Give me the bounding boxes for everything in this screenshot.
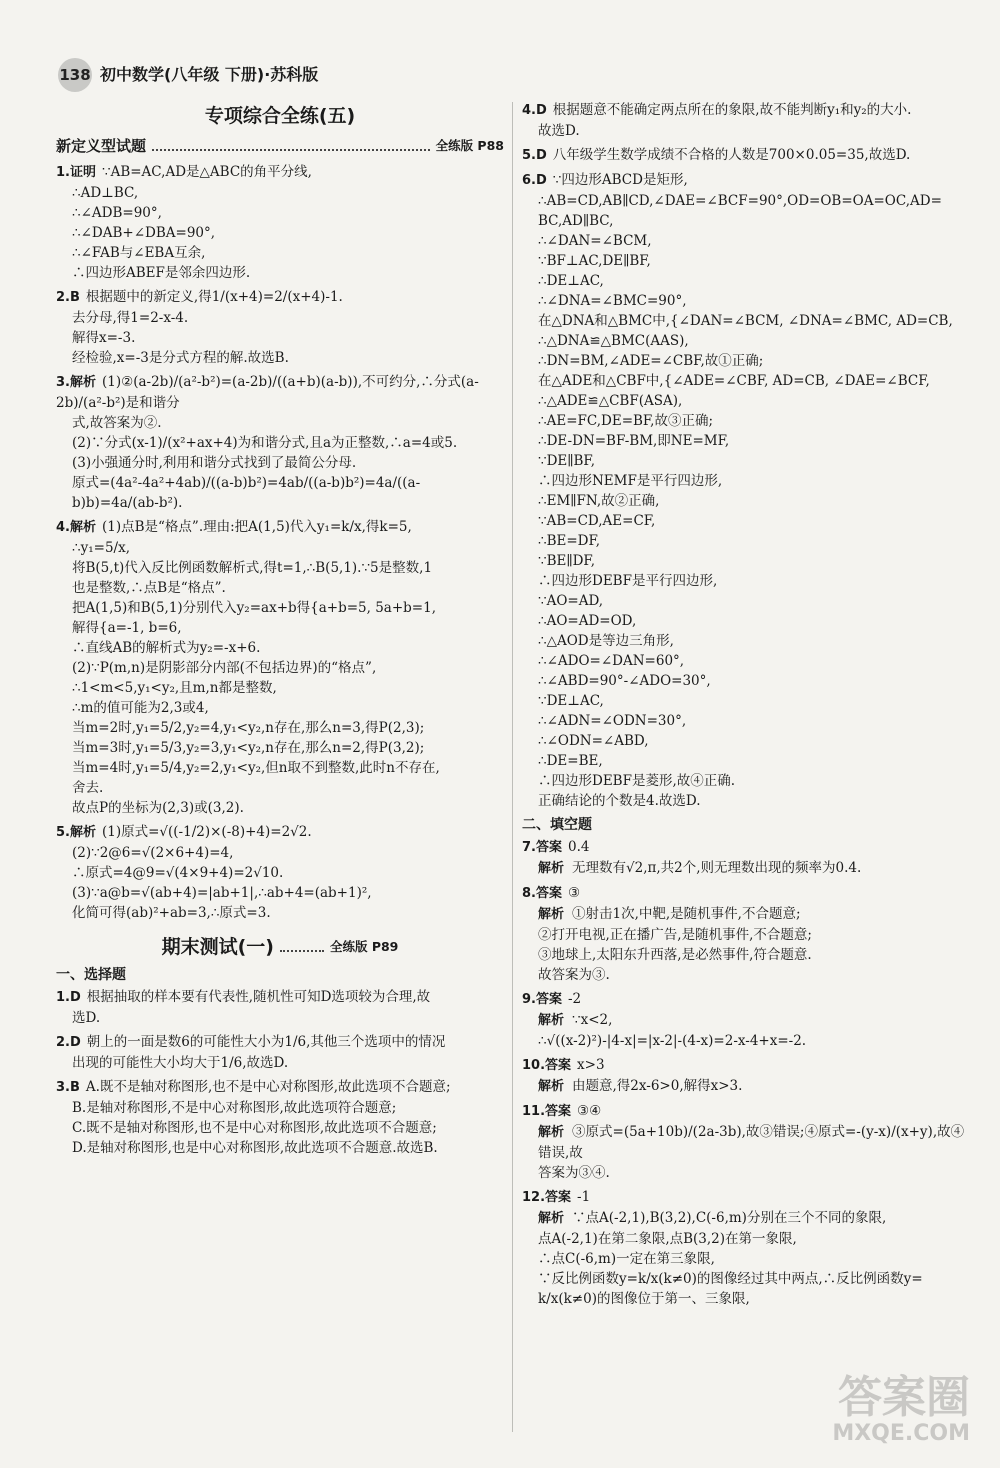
question-label: 2.B: [56, 290, 80, 305]
watermark-text: 答案圈: [838, 1372, 970, 1423]
answer-line: 解得x=-3.: [72, 330, 136, 346]
answer-line: ∴∠ADN=∠ODN=30°,: [538, 713, 687, 729]
analysis-line: ②打开电视,正在播广告,是随机事件,不合题意;: [538, 927, 812, 943]
question-item: [56, 987, 504, 1028]
question-label: 8.答案: [522, 886, 562, 901]
watermark-url: MXQE.COM: [832, 1421, 970, 1446]
answer-line: 4.D 根据题意不能确定两点所在的象限,故不能判断y₁和y₂的大小.: [522, 102, 912, 118]
answer-line: ∴△AOD是等边三角形,: [538, 633, 674, 649]
analysis-line: 解析 由题意,得2x-6>0,解得x>3.: [538, 1078, 743, 1094]
answer-line: ∴∠FAB与∠EBA互余,: [72, 245, 206, 261]
fill-item: [522, 1187, 972, 1309]
analysis-label: 解析: [538, 1125, 565, 1140]
answer-line: 故选D.: [538, 123, 580, 139]
answer-row: [522, 1101, 972, 1122]
question-label: 1.证明: [56, 165, 96, 180]
page-reference: 全练版 P89: [329, 939, 399, 954]
answer-line: ∵BE∥DF,: [538, 553, 595, 569]
answer-line: 4.解析 (1)点B是“格点”.理由:把A(1,5)代入y₁=k/x,得k=5,: [56, 519, 412, 535]
answer-line: ∴y₁=5/x,: [72, 540, 130, 556]
answer-line: 3.解析 (1)②(a-2b)/(a²-b²)=(a-2b)/((a+b)(a-b)),不可约分,∴分式(a-2b)/(a²-b²)是和谐分: [56, 374, 479, 411]
part-title: 二、填空题: [522, 817, 592, 833]
answer-line: ∴四边形NEMF是平行四边形,: [538, 473, 723, 489]
answer-line: ∴EM∥FN,故②正确,: [538, 493, 660, 509]
column-divider: [512, 102, 513, 1432]
answer-line: ∴DN=BM,∠ADE=∠CBF,故①正确;: [538, 353, 764, 369]
analysis-line: ∴点C(-6,m)一定在第三象限,: [538, 1251, 715, 1267]
question-item: [56, 162, 504, 283]
answer-line: ∴直线AB的解析式为y₂=-x+6.: [72, 640, 261, 656]
fill-item: [522, 1101, 972, 1183]
analysis-line: ③地球上,太阳东升西落,是必然事件,符合题意.: [538, 947, 812, 963]
answer-line: 1.D 根据抽取的样本要有代表性,随机性可知D选项较为合理,故: [56, 989, 431, 1005]
answer-row: [522, 1187, 972, 1208]
answer-line: 经检验,x=-3是分式方程的解.故选B.: [72, 350, 289, 366]
question-item: [56, 822, 504, 923]
analysis-line: 解析 无理数有√2,π,共2个,则无理数出现的频率为0.4.: [538, 860, 862, 876]
answer-value: ③: [567, 885, 581, 901]
answer-value: -2: [567, 991, 582, 1007]
page-number: 138: [58, 58, 92, 92]
answer-line: 舍去.: [72, 780, 104, 796]
answer-line: ∴∠ADB=90°,: [72, 205, 162, 221]
fill-item: [522, 837, 972, 879]
question-label: 1.D: [56, 990, 81, 1005]
answer-line: ∴DE=BE,: [538, 753, 603, 769]
question-label: 7.答案: [522, 840, 562, 855]
answer-line: (2)∵2@6=√(2×6+4)=4,: [72, 845, 234, 861]
question-item: [56, 1077, 504, 1158]
answer-line: 在△DNA和△BMC中,{∠DAN=∠BCM, ∠DNA=∠BMC, AD=CB,: [538, 313, 953, 329]
fill-item: [522, 1055, 972, 1097]
answer-line: (3)小强通分时,利用和谐分式找到了最简公分母.: [72, 455, 357, 471]
answer-line: ∴四边形ABEF是邻余四边形.: [72, 265, 251, 281]
answer-line: 1.证明 ∵AB=AC,AD是△ABC的角平分线,: [56, 164, 312, 180]
answer-line: 式,故答案为②.: [72, 415, 162, 431]
part-title: 一、选择题: [56, 967, 126, 983]
question-list: [522, 100, 972, 811]
analysis-line: k/x(k≠0)的图像位于第一、三象限,: [538, 1291, 750, 1307]
analysis-line: 答案为③④.: [538, 1165, 610, 1181]
answer-line: 5.解析 (1)原式=√((-1/2)×(-8)+4)=2√2.: [56, 824, 312, 840]
answer-line: ∴∠ADO=∠DAN=60°,: [538, 653, 685, 669]
test-title: 期末测试(一): [161, 936, 274, 958]
answer-row: [522, 1055, 972, 1076]
answer-line: ∴1<m<5,y₁<y₂,且m,n都是整数,: [72, 680, 277, 696]
watermark-logo: [832, 1374, 970, 1446]
analysis-label: 解析: [538, 907, 565, 922]
question-label: 12.答案: [522, 1190, 572, 1205]
answer-line: ∴四边形DEBF是菱形,故④正确.: [538, 773, 736, 789]
answer-line: ∴∠DAN=∠BCM,: [538, 233, 652, 249]
answer-line: D.是轴对称图形,也是中心对称图形,故此选项不合题意.故选B.: [72, 1140, 438, 1156]
answer-line: (2)∵分式(x-1)/(x²+ax+4)为和谐分式,且a为正整数,∴a=4或5.: [72, 435, 458, 451]
question-item: [522, 170, 972, 811]
answer-line: BC,AD∥BC,: [538, 213, 614, 229]
question-item: [56, 372, 504, 513]
answer-line: ∴AB=CD,AB∥CD,∠DAE=∠BCF=90°,OD=OB=OA=OC,AD=: [538, 193, 942, 209]
question-label: 10.答案: [522, 1058, 572, 1073]
test-header: [56, 937, 504, 957]
left-column: [56, 100, 504, 1162]
answer-line: B.是轴对称图形,不是中心对称图形,故此选项符合题意;: [72, 1100, 397, 1116]
analysis-label: 解析: [538, 1211, 565, 1226]
page-header: [58, 58, 318, 92]
analysis-line: 解析 ①射击1次,中靶,是随机事件,不合题意;: [538, 906, 801, 922]
answer-value: ③④: [577, 1103, 602, 1119]
answer-row: [522, 989, 972, 1010]
answer-line: 正确结论的个数是4.故选D.: [538, 793, 701, 809]
analysis-label: 解析: [538, 861, 565, 876]
analysis-line: ∵反比例函数y=k/x(k≠0)的图像经过其中两点,∴反比例函数y=: [538, 1271, 923, 1287]
page-reference: 全练版 P88: [435, 138, 504, 153]
subsection-title: 新定义型试题: [56, 137, 147, 155]
question-label: 2.D: [56, 1035, 81, 1050]
answer-line: 3.B A.既不是轴对称图形,也不是中心对称图形,故此选项不合题意;: [56, 1079, 451, 1095]
answer-line: ∴DE-DN=BF-BM,即NE=MF,: [538, 433, 730, 449]
question-item: [56, 287, 504, 368]
subsection-header: [56, 136, 504, 156]
answer-line: 解得{a=-1, b=6,: [72, 620, 182, 636]
leader-dots: [152, 149, 430, 151]
question-item: [56, 517, 504, 818]
answer-line: 把A(1,5)和B(5,1)分别代入y₂=ax+b得{a+b=5, 5a+b=1,: [72, 600, 436, 616]
answer-line: 6.D ∵四边形ABCD是矩形,: [522, 172, 688, 188]
answer-line: ∴△DNA≌△BMC(AAS),: [538, 333, 689, 349]
analysis-line: 点A(-2,1)在第二象限,点B(3,2)在第一象限,: [538, 1231, 797, 1247]
answer-line: ∴∠DAB+∠DBA=90°,: [72, 225, 216, 241]
answer-line: 5.D 八年级学生数学成绩不合格的人数是700×0.05=35,故选D.: [522, 147, 911, 163]
answer-line: ∴AO=AD=OD,: [538, 613, 637, 629]
fill-list: [522, 837, 972, 1309]
answer-line: 化简可得(ab)²+ab=3,∴原式=3.: [72, 905, 271, 921]
answer-line: ∵AO=AD,: [538, 593, 604, 609]
answer-line: ∴AE=FC,DE=BF,故③正确;: [538, 413, 714, 429]
answer-line: 当m=3时,y₁=5/3,y₂=3,y₁<y₂,n存在,那么n=2,得P(3,2);: [72, 740, 425, 756]
question-label: 5.D: [522, 148, 547, 163]
answer-line: ∴四边形DEBF是平行四边形,: [538, 573, 718, 589]
answer-line: 在△ADE和△CBF中,{∠ADE=∠CBF, AD=CB, ∠DAE=∠BCF,: [538, 373, 930, 389]
answer-row: [522, 837, 972, 858]
answer-line: ∴原式=4@9=√(4×9+4)=2√10.: [72, 865, 284, 881]
leader-dots: [280, 950, 324, 952]
answer-line: ∵DE⊥AC,: [538, 693, 604, 709]
answer-line: 原式=(4a²-4a²+4ab)/((a-b)b²)=4ab/((a-b)b²)=4a/((a-b)b)=4a/(ab-b²).: [72, 475, 421, 511]
book-title: 初中数学(八年级 下册)·苏科版: [100, 65, 319, 84]
analysis-line: ∴√((x-2)²)-|4-x|=|x-2|-(4-x)=2-x-4+x=-2.: [538, 1033, 807, 1049]
analysis-line: 解析 ∵点A(-2,1),B(3,2),C(-6,m)分别在三个不同的象限,: [538, 1210, 887, 1226]
answer-line: ∵BF⊥AC,DE∥BF,: [538, 253, 651, 269]
question-label: 9.答案: [522, 992, 562, 1007]
section-title: 专项综合全练(五): [204, 105, 356, 127]
question-item: [522, 145, 972, 166]
answer-line: 2.B 根据题中的新定义,得1/(x+4)=2/(x+4)-1.: [56, 289, 343, 305]
answer-line: 2.D 朝上的一面是数6的可能性大小为1/6,其他三个选项中的情况: [56, 1034, 446, 1050]
answer-line: ∴△ADE≌△CBF(ASA),: [538, 393, 683, 409]
answer-line: C.既不是轴对称图形,也不是中心对称图形,故此选项不合题意;: [72, 1120, 437, 1136]
fill-item: [522, 989, 972, 1051]
answer-line: ∴AD⊥BC,: [72, 185, 139, 201]
answer-line: ∴∠ABD=90°-∠ADO=30°,: [538, 673, 711, 689]
question-label: 3.解析: [56, 375, 96, 390]
analysis-line: 解析 ③原式=(5a+10b)/(2a-3b),故③错误;④原式=-(y-x)/(x+y),故④错误,故: [538, 1124, 965, 1161]
question-label: 5.解析: [56, 825, 96, 840]
fill-item: [522, 883, 972, 985]
question-item: [522, 100, 972, 141]
question-item: [56, 1032, 504, 1073]
analysis-label: 解析: [538, 1013, 565, 1028]
choice-list: [56, 987, 504, 1158]
answer-line: 当m=2时,y₁=5/2,y₂=4,y₁<y₂,n存在,那么n=3,得P(2,3);: [72, 720, 425, 736]
right-column: [522, 100, 972, 1313]
question-label: 4.D: [522, 103, 547, 118]
analysis-line: 解析 ∵x<2,: [538, 1012, 613, 1028]
answer-value: 0.4: [567, 839, 590, 855]
answer-line: (2)∵P(m,n)是阴影部分内部(不包括边界)的“格点”,: [72, 660, 377, 676]
answer-line: ∴∠DNA=∠BMC=90°,: [538, 293, 687, 309]
answer-line: ∴DE⊥AC,: [538, 273, 604, 289]
answer-line: ∴m的值可能为2,3或4,: [72, 700, 209, 716]
answer-line: 出现的可能性大小均大于1/6,故选D.: [72, 1055, 289, 1071]
answer-line: ∴∠ODN=∠ABD,: [538, 733, 649, 749]
analysis-label: 解析: [538, 1079, 565, 1094]
question-label: 11.答案: [522, 1104, 572, 1119]
answer-line: ∵DE∥BF,: [538, 453, 595, 469]
question-label: 4.解析: [56, 520, 96, 535]
answer-line: 去分母,得1=2-x-4.: [72, 310, 189, 326]
question-label: 6.D: [522, 173, 547, 188]
answer-line: 当m=4时,y₁=5/4,y₂=2,y₁<y₂,但n取不到整数,此时n不存在,: [72, 760, 440, 776]
answer-line: 将B(5,t)代入反比例函数解析式,得t=1,∴B(5,1).∵5是整数,1: [72, 560, 433, 576]
question-label: 3.B: [56, 1080, 80, 1095]
analysis-line: 故答案为③.: [538, 967, 610, 983]
answer-line: ∴BE=DF,: [538, 533, 601, 549]
answer-value: x>3: [577, 1057, 605, 1073]
question-list: [56, 162, 504, 923]
answer-line: 也是整数,∴点B是“格点”.: [72, 580, 226, 596]
answer-row: [522, 883, 972, 904]
answer-line: 故点P的坐标为(2,3)或(3,2).: [72, 800, 244, 816]
answer-line: ∵AB=CD,AE=CF,: [538, 513, 656, 529]
answer-line: 选D.: [72, 1010, 101, 1026]
answer-line: (3)∵a@b=√(ab+4)=|ab+1|,∴ab+4=(ab+1)²,: [72, 885, 372, 901]
answer-value: -1: [577, 1189, 591, 1205]
